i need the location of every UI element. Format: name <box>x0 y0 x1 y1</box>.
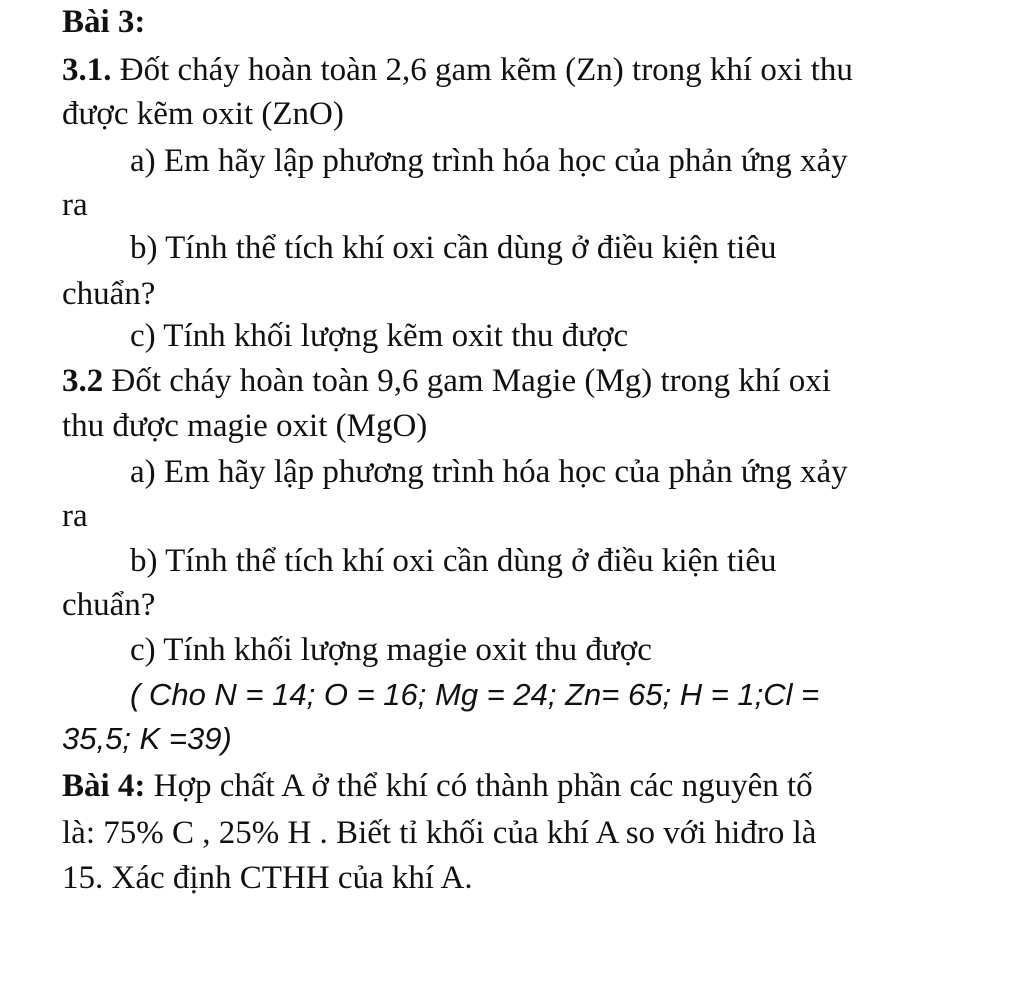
p31-b-line2: chuẩn? <box>62 276 156 312</box>
p32-b-line2: chuẩn? <box>62 587 156 623</box>
p32-line2: thu được magie oxit (MgO) <box>62 408 428 444</box>
p32-line1 <box>62 361 831 401</box>
p32-c-line1: c) Tính khối lượng magie oxit thu được <box>130 632 652 668</box>
bai4-line3: 15. Xác định CTHH của khí A. <box>62 860 473 896</box>
p32-a-line1: a) Em hãy lập phương trình hóa học của phản ứng xảy <box>130 454 848 490</box>
p31-a-line2: ra <box>62 187 88 223</box>
bai4-title: Bài 4: <box>62 768 146 804</box>
p32-text: Đốt cháy hoàn toàn 9,6 gam Magie (Mg) trong khí oxi <box>103 363 831 399</box>
p32-b-line1: b) Tính thể tích khí oxi cần dùng ở điều kiện tiêu <box>130 543 777 579</box>
atomic-masses-line1: ( Cho N = 14; O = 16; Mg = 24; Zn= 65; H = 1;Cl = <box>130 677 820 712</box>
p31-line2: được kẽm oxit (ZnO) <box>62 96 344 132</box>
bai4-text: Hợp chất A ở thể khí có thành phần các nguyên tố <box>145 768 813 804</box>
p31-text: Đốt cháy hoàn toàn 2,6 gam kẽm (Zn) trong khí oxi thu <box>111 52 853 88</box>
atomic-masses-line2: 35,5; K =39) <box>62 721 232 756</box>
p31-a-line1: a) Em hãy lập phương trình hóa học của phản ứng xảy <box>130 143 848 179</box>
bai4-line2: là: 75% C , 25% H . Biết tỉ khối của khí A so với hiđro là <box>62 815 817 851</box>
p31-line1 <box>62 50 853 90</box>
bai3-title: Bài 3: <box>62 4 146 40</box>
p31-b-line1: b) Tính thể tích khí oxi cần dùng ở điều kiện tiêu <box>130 230 777 266</box>
p31-number: 3.1. <box>62 52 112 88</box>
p32-number: 3.2 <box>62 363 104 399</box>
p31-c-line1: c) Tính khối lượng kẽm oxit thu được <box>130 318 629 354</box>
bai4-line1 <box>62 766 813 806</box>
p32-a-line2: ra <box>62 498 88 534</box>
